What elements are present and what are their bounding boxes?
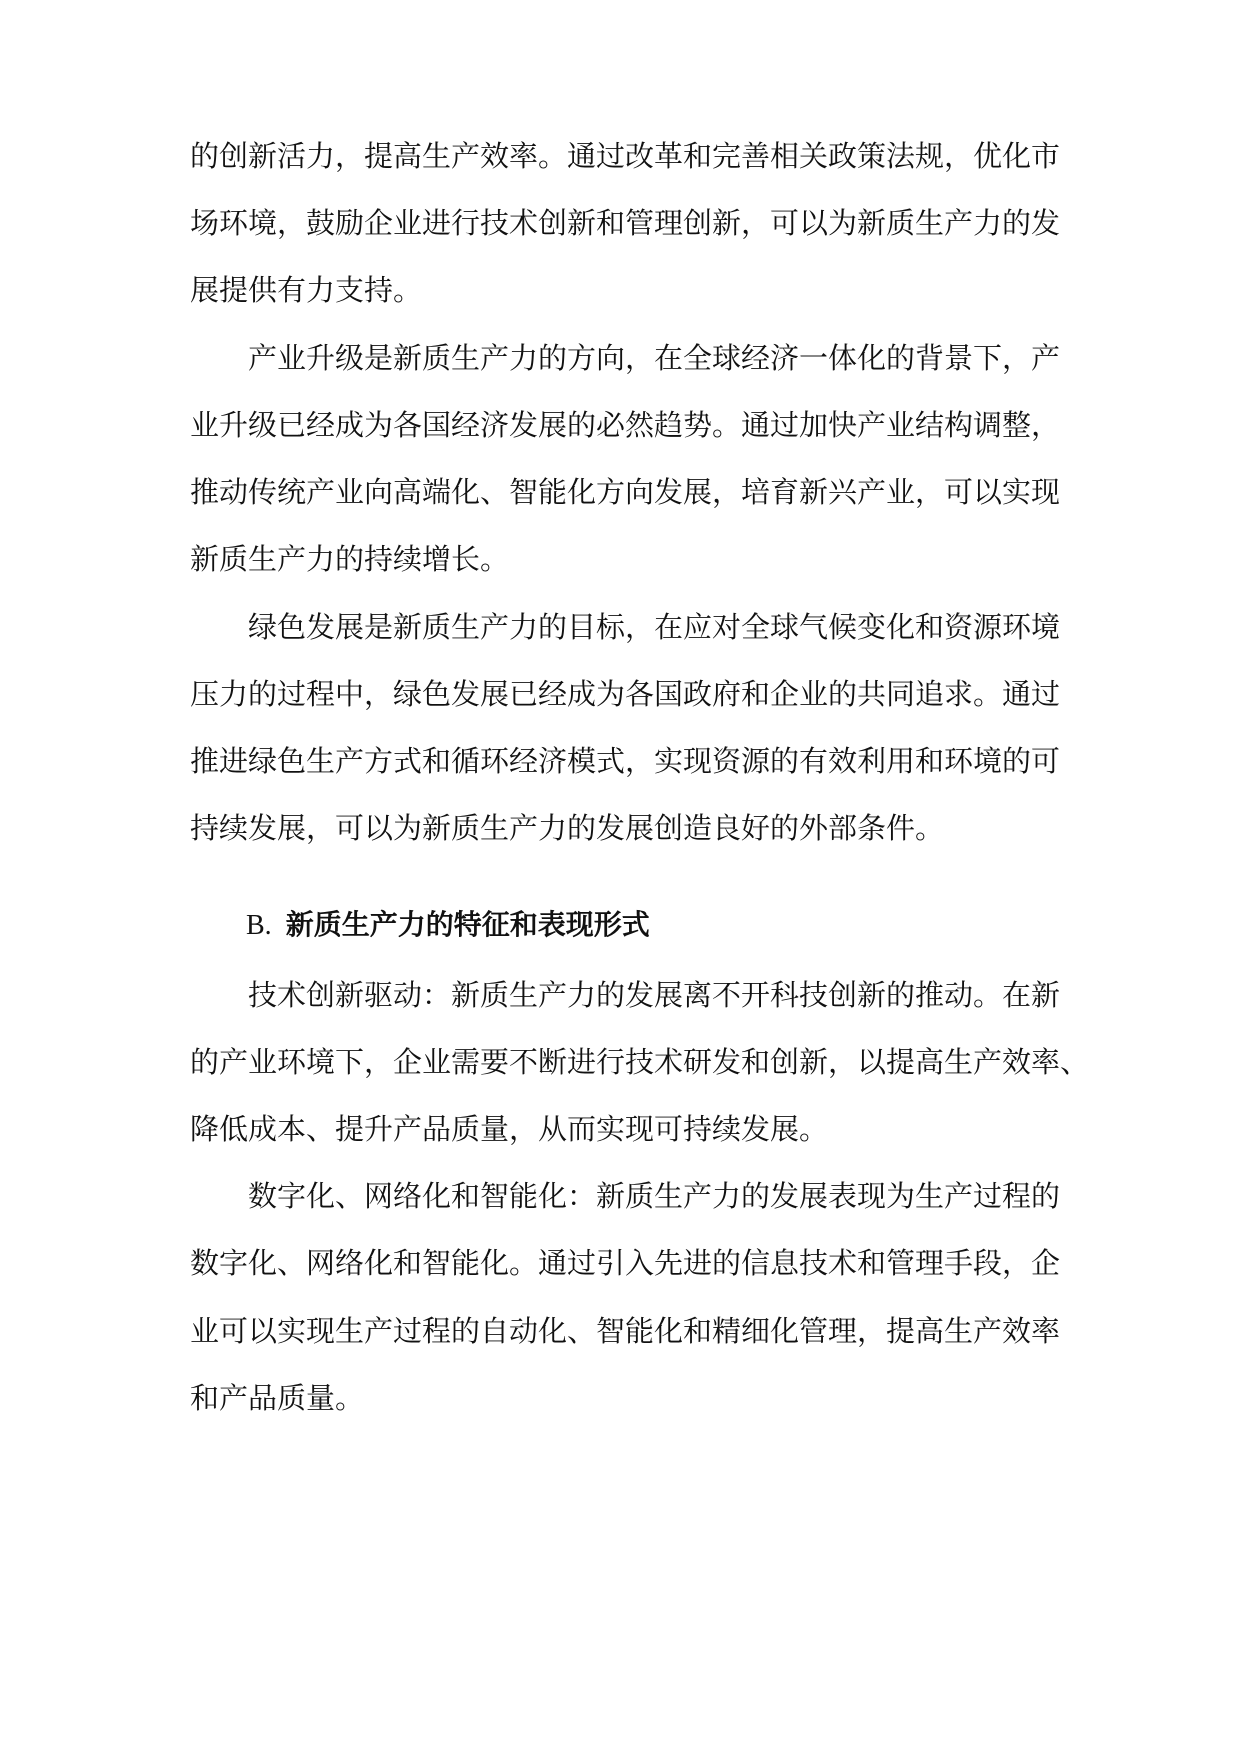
paragraph-4-line-1: 技术创新驱动：新质生产力的发展离不开科技创新的推动。在新	[248, 978, 1061, 1012]
section-heading-number: B.	[246, 910, 272, 941]
paragraph-2-line-3: 推动传统产业向高端化、智能化方向发展，培育新兴产业，可以实现	[190, 475, 1061, 509]
paragraph-5-line-4: 和产品质量。	[190, 1381, 365, 1415]
paragraph-5-line-1: 数字化、网络化和智能化：新质生产力的发展表现为生产过程的	[248, 1179, 1061, 1213]
section-heading	[246, 905, 650, 946]
paragraph-1-line-1: 的创新活力，提高生产效率。通过改革和完善相关政策法规，优化市	[190, 139, 1061, 173]
paragraph-2-line-1: 产业升级是新质生产力的方向，在全球经济一体化的背景下，产	[248, 341, 1061, 375]
paragraph-2-line-2: 业升级已经成为各国经济发展的必然趋势。通过加快产业结构调整，	[190, 408, 1061, 442]
paragraph-4-line-3: 降低成本、提升产品质量，从而实现可持续发展。	[190, 1112, 829, 1146]
paragraph-2-line-4: 新质生产力的持续增长。	[190, 542, 510, 576]
paragraph-3-line-4: 持续发展，可以为新质生产力的发展创造良好的外部条件。	[190, 811, 945, 845]
paragraph-3-line-1: 绿色发展是新质生产力的目标，在应对全球气候变化和资源环境	[248, 610, 1061, 644]
paragraph-1-line-2: 场环境，鼓励企业进行技术创新和管理创新，可以为新质生产力的发	[190, 206, 1061, 240]
paragraph-3-line-3: 推进绿色生产方式和循环经济模式，实现资源的有效利用和环境的可	[190, 744, 1061, 778]
paragraph-3-line-2: 压力的过程中，绿色发展已经成为各国政府和企业的共同追求。通过	[190, 677, 1061, 711]
section-heading-title: 新质生产力的特征和表现形式	[285, 908, 650, 941]
paragraph-5-line-2: 数字化、网络化和智能化。通过引入先进的信息技术和管理手段，企	[190, 1246, 1061, 1280]
paragraph-5-line-3: 业可以实现生产过程的自动化、智能化和精细化管理，提高生产效率	[190, 1314, 1061, 1348]
paragraph-1-line-3: 展提供有力支持。	[190, 273, 423, 307]
paragraph-4-line-2: 的产业环境下，企业需要不断进行技术研发和创新，以提高生产效率、	[190, 1045, 1090, 1079]
